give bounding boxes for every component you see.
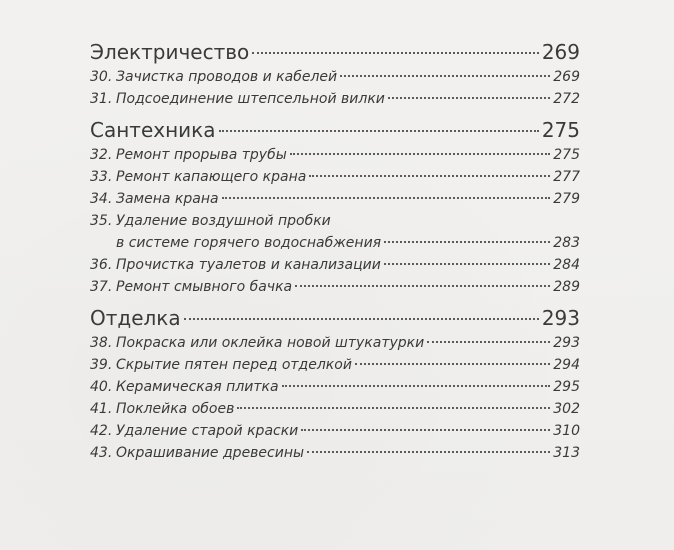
entry-title: Ремонт прорыва трубы [116,147,287,163]
entry-title: Подсоединение штепсельной вилки [116,91,385,107]
entry-page-number: 283 [553,235,580,251]
section-heading-row [90,304,580,332]
entry-number: 43. [90,445,113,461]
toc-entry [90,332,580,354]
toc-entry [90,144,580,166]
dot-leader [252,52,539,54]
toc-entry [90,376,580,398]
toc-entry [90,398,580,420]
dot-leader [307,451,550,453]
dot-leader [384,241,550,243]
entry-title: Скрытие пятен перед отделкой [116,357,352,373]
dot-leader [219,130,539,132]
entry-page-number: 293 [553,335,580,351]
entry-number: 30. [90,69,113,85]
toc-section [90,38,580,110]
entry-number: 39. [90,357,113,373]
entry-page-number: 277 [553,169,580,185]
section-heading-row [90,38,580,66]
entry-number: 40. [90,379,113,395]
toc-entry [90,420,580,442]
dot-leader [222,197,551,199]
section-title: Отделка [90,306,181,330]
entry-number: 35. [90,213,113,229]
dot-leader [282,385,551,387]
section-page-number: 293 [541,306,580,330]
entry-title: Удаление старой краски [116,423,299,439]
entry-number: 36. [90,257,113,273]
toc-entry [90,354,580,376]
toc-entry [90,88,580,110]
entry-title: Прочистка туалетов и канализации [116,257,381,273]
entry-title: Ремонт смывного бачка [116,279,293,295]
dot-leader [301,429,550,431]
entry-number: 37. [90,279,113,295]
toc-entry [90,442,580,464]
section-title: Электричество [90,40,250,64]
dot-leader [384,263,550,265]
dot-leader [427,341,550,343]
entry-number: 42. [90,423,113,439]
toc-entry [90,66,580,88]
toc-section [90,304,580,464]
entry-page-number: 284 [553,257,580,273]
toc-entry [90,254,580,276]
entry-page-number: 302 [553,401,580,417]
entry-title: Зачистка проводов и кабелей [116,69,338,85]
entry-page-number: 269 [553,69,580,85]
entry-title-continuation: в системе горячего водоснабжения [116,235,382,251]
dot-leader [309,175,550,177]
dot-leader [290,153,550,155]
entry-page-number: 275 [553,147,580,163]
entry-number: 38. [90,335,113,351]
entry-title: Поклейка обоев [116,401,235,417]
entry-number: 31. [90,91,113,107]
section-page-number: 269 [541,40,580,64]
dot-leader [340,75,550,77]
entry-page-number: 272 [553,91,580,107]
entry-title: Удаление воздушной пробки [116,213,331,229]
dot-leader [388,97,550,99]
entry-page-number: 294 [553,357,580,373]
entry-title: Ремонт капающего крана [116,169,307,185]
entry-title: Окрашивание древесины [116,445,305,461]
section-page-number: 275 [541,118,580,142]
toc-entry [90,210,580,254]
entry-title: Керамическая плитка [116,379,279,395]
dot-leader [237,407,550,409]
section-heading-row [90,116,580,144]
entry-title: Покраска или оклейка новой штукатурки [116,335,425,351]
entry-number: 41. [90,401,113,417]
table-of-contents [90,38,580,470]
entry-number: 33. [90,169,113,185]
entry-page-number: 279 [553,191,580,207]
toc-section [90,116,580,298]
section-title: Сантехника [90,118,216,142]
entry-number: 32. [90,147,113,163]
toc-entry [90,276,580,298]
entry-page-number: 295 [553,379,580,395]
dot-leader [184,318,539,320]
toc-entry [90,188,580,210]
entry-page-number: 310 [553,423,580,439]
dot-leader [355,363,550,365]
dot-leader [295,285,550,287]
entry-title: Замена крана [116,191,219,207]
entry-page-number: 313 [553,445,580,461]
entry-number: 34. [90,191,113,207]
toc-entry [90,166,580,188]
entry-page-number: 289 [553,279,580,295]
